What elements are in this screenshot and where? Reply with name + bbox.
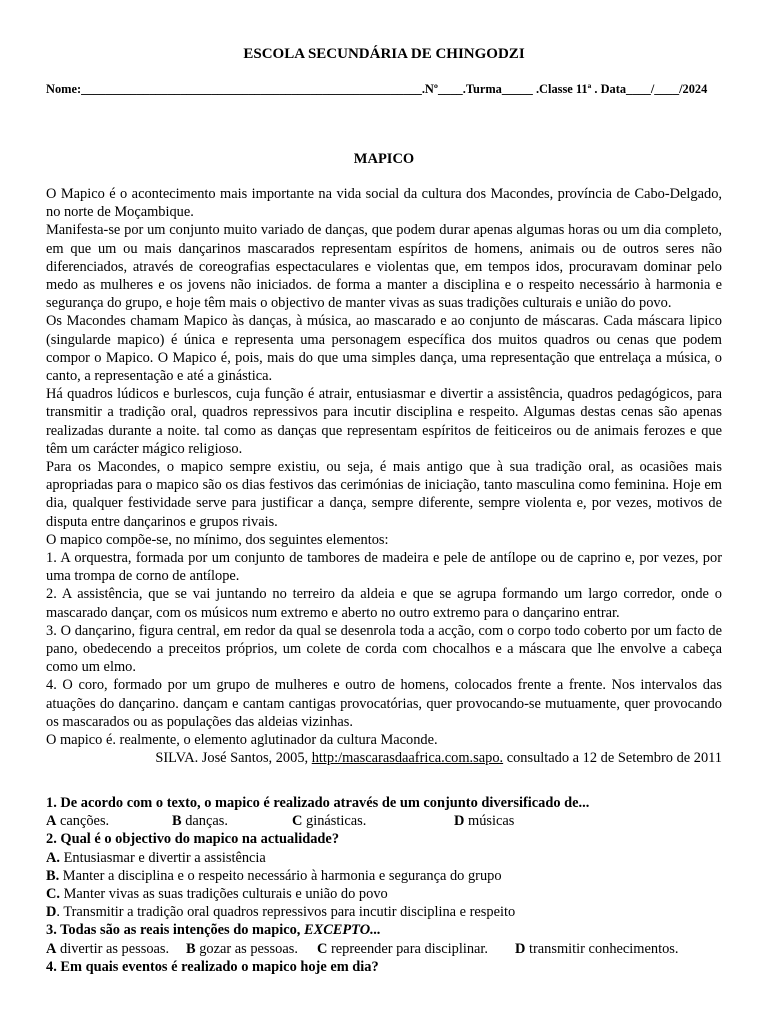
- option-d: D transmitir conhecimentos.: [515, 940, 679, 957]
- option-d: D músicas: [454, 813, 515, 830]
- paragraph: O Mapico é o acontecimento mais importante na vida social da cultura dos Macondes, província de Cabo-Delgado, no norte de Moçambique.: [46, 186, 722, 221]
- paragraph: 3. O dançarino, figura central, em redor da qual se desenrola toda a acção, com o corpo todo coberto por um facto de pano, obedecendo a preceitos próprios, um colete de corda com chocalhos e a máscara que lhe envolve a cabeça como um elmo.: [46, 622, 722, 676]
- option-b: B. Manter a disciplina e o respeito necessário à harmonia e segurança do grupo: [46, 867, 502, 884]
- option-c: C repreender para disciplinar.: [317, 940, 489, 957]
- paragraph: Os Macondes chamam Mapico às danças, à música, ao mascarado e ao conjunto de máscaras. Cada máscara lipico (singularde mapico) é única e representa uma personagem específica dos muitos quadros ou cenas que podem compor o Mapico. O Mapico é, pois, mais do que uma simples dança, uma representação que entrelaça a música, o canto, a representação e até a ginástica.: [46, 313, 722, 385]
- option-b: B danças.: [172, 813, 228, 830]
- option-c: C ginásticas.: [292, 813, 367, 830]
- question-1: 1. De acordo com o texto, o mapico é realizado através de um conjunto diversificado de...: [46, 795, 590, 811]
- reading-text: [46, 185, 722, 768]
- source-citation: SILVA. José Santos, 2005, http:/mascarasdaafrica.com.sapo. consultado a 12 de Setembro de 2011: [155, 750, 722, 767]
- paragraph: 1. A orquestra, formada por um conjunto de tambores de madeira e pele de antílope ou de caprino e, por vezes, por uma trompa de corno de antílope.: [46, 550, 722, 585]
- paragraph: Para os Macondes, o mapico sempre existiu, ou seja, é mais antigo que à sua tradição oral, as ocasiões mais apropriadas para o mapico são os dias festivos das cerimónias de iniciação, tanto masculina como feminina. Hoje em dia, qualquer festividade serve para justificar a dança, sempre diferente, sempre violenta e, por vezes, motivos de disputa entre dançarinos e grupos rivais.: [46, 459, 722, 530]
- option-a: A. Entusiasmar e divertir a assistência: [46, 849, 266, 866]
- paragraph: O mapico compõe-se, no mínimo, dos seguintes elementos:: [46, 531, 389, 548]
- paragraph: O mapico é. realmente, o elemento aglutinador da cultura Maconde.: [46, 732, 438, 749]
- questions-section: [46, 794, 722, 976]
- text-title: MAPICO: [353, 151, 415, 167]
- option-a: A canções.: [46, 813, 110, 830]
- school-name: ESCOLA SECUNDÁRIA DE CHINGODZI: [243, 46, 525, 62]
- source-link[interactable]: http:/mascarasdaafrica.com.sapo.: [311, 750, 504, 767]
- question-1-options: [46, 812, 722, 830]
- question-4: 4. Em quais eventos é realizado o mapico hoje em dia?: [46, 958, 379, 975]
- option-c: C. Manter vivas as suas tradições culturais e união do povo: [46, 886, 388, 903]
- paragraph: Manifesta-se por um conjunto muito variado de danças, que podem durar apenas algumas horas ou um dia completo, em que um ou mais dançarinos mascarados representam espíritos de homens, animais ou de outros seres não diferenciados, através de coreografias espectaculares e violentas que, em tempos idos, procuravam dominar pelo medo as mulheres e os jovens não iniciados. de forma a manter a disciplina e o respeito necessário à harmonia e segurança do grupo, e hoje têm mais o objectivo de manter vivas as suas tradições culturais e união do povo.: [46, 222, 722, 312]
- student-info-line: Nome:_______________________________________________________.Nº____.Turma_____ .Classe 11ª . Data____/____/2024: [46, 82, 708, 96]
- question-2: 2. Qual é o objectivo do mapico na actualidade?: [46, 831, 340, 848]
- paragraph: Há quadros lúdicos e burlescos, cuja função é atrair, entusiasmar e divertir a assistência, quadros pedagógicos, para transmitir a tradição oral, quadros repressivos para incutir disciplina e respeito. Algumas destas cenas são apenas realizadas durante a noite. tal como as danças que representam espíritos de feiticeiros ou de animais ferozes e que têm um carácter mágico religioso.: [46, 386, 722, 457]
- question-3: 3. Todas são as reais intenções do mapico, EXCEPTO...: [46, 922, 381, 939]
- option-d: D. Transmitir a tradição oral quadros repressivos para incutir disciplina e respeito: [46, 904, 516, 921]
- paragraph: 4. O coro, formado por um grupo de mulheres e outro de homens, colocados frente a frente. Nos intervalos das atuações do dançarino. dançam e cantam cantigas provocatórias, quer provocando-se mutuamente, quer provocando os mascarados ou as populações das aldeias vizinhas.: [46, 677, 722, 730]
- option-b: B gozar as pessoas.: [186, 940, 298, 957]
- option-a: A divertir as pessoas.: [46, 940, 170, 957]
- paragraph: 2. A assistência, que se vai juntando no terreiro da aldeia e que se agrupa formando um largo corredor, onde o mascarado dançar, com os músicos num extremo e aberto no outro extremo para o dançarino entrar.: [46, 586, 722, 621]
- question-3-options: [46, 940, 722, 958]
